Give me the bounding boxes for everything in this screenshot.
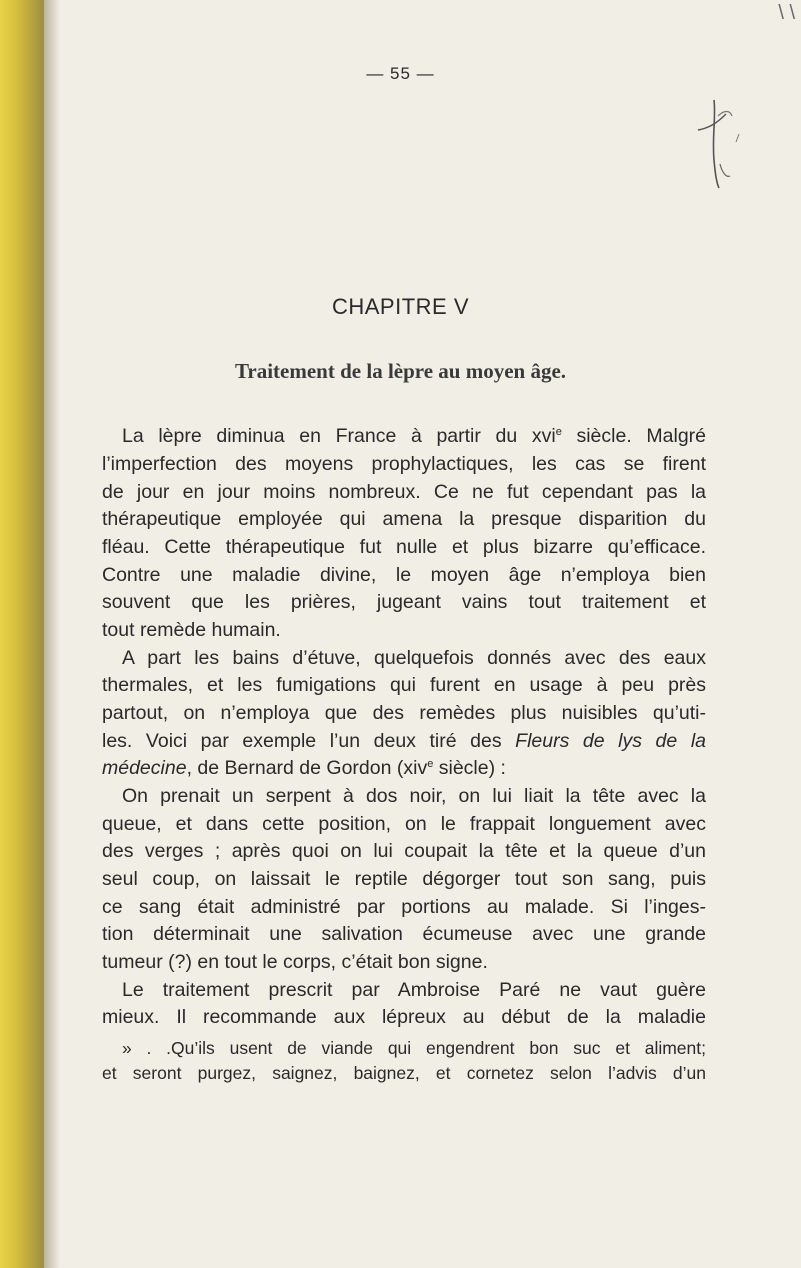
- text-line: thérapeutique employée qui amena la presque disparition du: [102, 508, 706, 530]
- binding-shadow: [44, 0, 60, 1268]
- page-number: — 55 —: [366, 64, 435, 83]
- chapter-title: CHAPITRE V: [331, 294, 470, 319]
- text-line: de jour en jour moins nombreux. Ce ne fut cependant pas la: [102, 481, 706, 503]
- text-line: l’imperfection des moyens prophylactiques, les cas se firent: [102, 453, 706, 475]
- text-line: tumeur (?) en tout le corps, c’était bon signe.: [102, 951, 488, 973]
- text-line: partout, on n’employa que des remèdes plus nuisibles qu’uti-: [102, 702, 706, 724]
- text-line: La lèpre diminua en France à partir du xvi$^e$ siècle. Malgré: [122, 425, 706, 447]
- text-line: tion déterminait une salivation écumeuse avec une grande: [102, 923, 706, 945]
- text-line: seul coup, on laissait le reptile dégorger tout son sang, puis: [102, 868, 706, 890]
- text-line: On prenait un serpent à dos noir, on lui liait la tête avec la: [122, 785, 706, 807]
- text-line: ce sang était administré par portions au malade. Si l’inges-: [102, 896, 706, 918]
- text-line: queue, et dans cette position, on le frappait longuement avec: [102, 813, 706, 835]
- italic-title: médecine: [102, 757, 187, 779]
- text-line: tout remède humain.: [102, 619, 281, 641]
- text-line: les. Voici par exemple l’un deux tiré des Fleurs de lys de la: [102, 730, 706, 752]
- corner-mark: \ \: [778, 2, 795, 24]
- text-line: A part les bains d’étuve, quelquefois donnés avec des eaux: [122, 647, 706, 669]
- text-line: thermales, et les fumigations qui furent en usage à peu près: [102, 674, 706, 696]
- book-binding-edge: [0, 0, 44, 1268]
- quote-line: et seront purgez, saignez, baignez, et cornetez selon l’advis d’un: [102, 1063, 706, 1083]
- text-line: médecine, de Bernard de Gordon (xiv$^e$ siècle) :: [102, 757, 506, 779]
- text-line: Le traitement prescrit par Ambroise Paré ne vaut guère: [122, 979, 706, 1001]
- handwritten-mark-icon: [692, 92, 742, 192]
- text-line: mieux. Il recommande aux lépreux au début de la maladie: [102, 1006, 706, 1028]
- text-line: fléau. Cette thérapeutique fut nulle et plus bizarre qu’efficace.: [102, 536, 706, 558]
- chapter-subtitle: Traitement de la lèpre au moyen âge.: [234, 359, 567, 383]
- text-line: des verges ; après quoi on lui coupait la tête et la queue d’un: [102, 840, 706, 862]
- text-line: souvent que les prières, jugeant vains tout traitement et: [102, 591, 706, 613]
- italic-title: Fleurs de lys de la: [515, 730, 706, 752]
- quote-line: » . .Qu’ils usent de viande qui engendrent bon suc et aliment;: [122, 1038, 706, 1058]
- text-line: Contre une maladie divine, le moyen âge n’employa bien: [102, 564, 706, 586]
